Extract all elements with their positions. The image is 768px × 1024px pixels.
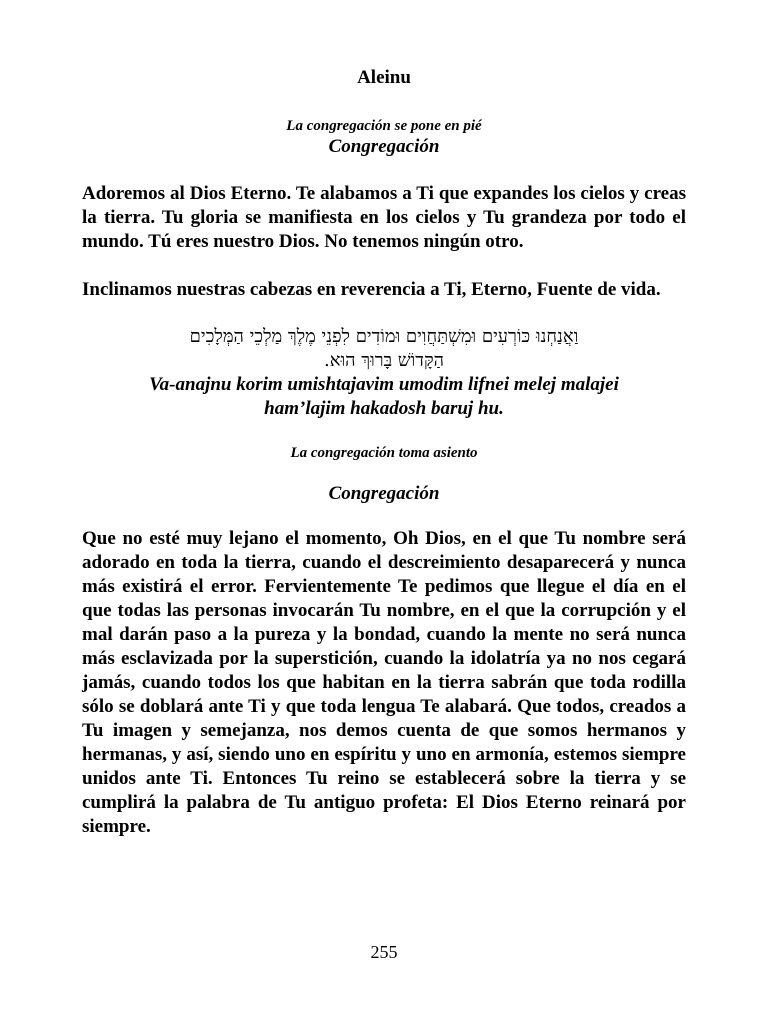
page-number: 255 <box>370 942 398 962</box>
speaker-heading: Congregación <box>328 483 440 504</box>
stage-direction-stand: La congregación se pone en pié <box>286 118 482 134</box>
transliteration-line-2: ham’lajim hakadosh baruj hu. <box>264 398 504 419</box>
speaker-heading: Congregación <box>328 136 440 157</box>
paragraph-adoration: Adoremos al Dios Eterno. Te alabamos a Ti que expandes los cielos y creas la tierra. Tu gloria se manifiesta en los cielos y Tu grandeza por todo el mundo. Tú eres nuestro Dios. No tenemos ningún otro. <box>82 183 686 252</box>
transliteration-line-1: Va-anajnu korim umishtajavim umodim lifnei melej malajei <box>149 374 619 395</box>
hebrew-line-1: וַאֲנַחְנוּ כּוֹרְעִים וּמִשְׁתַּחֲוִים וּמוֹדִים לִפְנֵי מֶלֶךְ מַלְכֵי הַמְּלָכִים <box>189 326 579 347</box>
page-title: Aleinu <box>357 67 411 88</box>
paragraph-hope: Que no esté muy lejano el momento, Oh Dios, en el que Tu nombre será adorado en toda la tierra, cuando el descreimiento desaparecerá y nunca más existirá el error. Fervientemente Te pedimos que llegue el día en el que todas las personas invocarán Tu nombre, en el que la corrupción y el mal darán paso a la pureza y la bondad, cuando la mente no será nunca más esclavizada por la superstición, cuando la idolatría ya no nos cegará jamás, cuando todos los que habitan en la tierra sabrán que toda rodilla sólo se doblará ante Ti y que toda lengua Te alabará. Que todos, creados a Tu imagen y semejanza, nos demos cuenta de que somos hermanos y hermanas, y así, siendo uno en espíritu y uno en armonía, estemos siempre unidos ante Ti. Entonces Tu reino se establecerá sobre la tierra y se cumplirá la palabra de Tu antiguo profeta: El Dios Eterno reinará por siempre. <box>82 528 686 837</box>
stage-direction-sit: La congregación toma asiento <box>290 445 478 461</box>
paragraph-bow: Inclinamos nuestras cabezas en reverencia a Ti, Eterno, Fuente de vida. <box>82 279 661 300</box>
hebrew-line-2: הַקָּדוֹשׁ בָּרוּךְ הוּא. <box>324 350 444 371</box>
document-page <box>82 66 686 839</box>
